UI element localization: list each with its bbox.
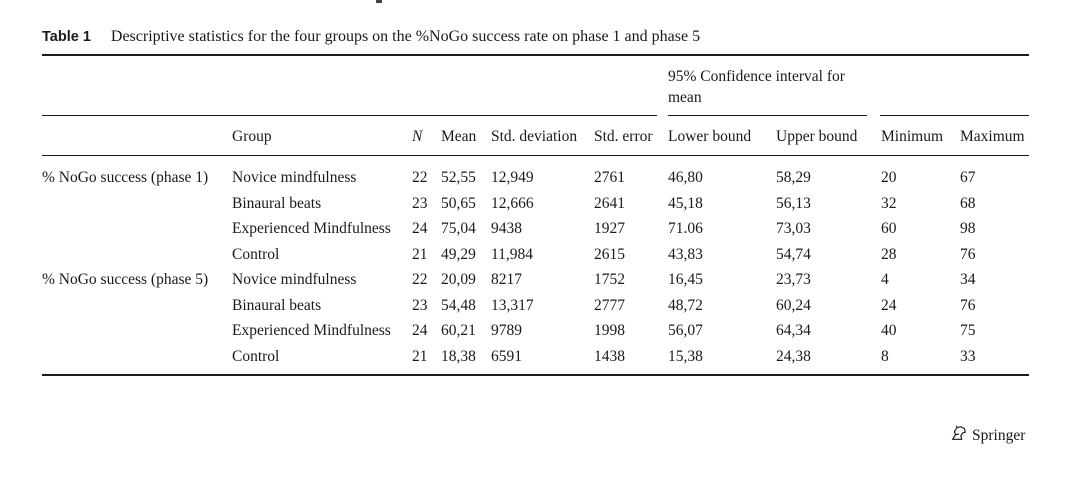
table-cell-n: 23 (412, 296, 428, 314)
page-fragment-mark (376, 0, 382, 3)
table-cell-lower: 46,80 (668, 169, 703, 186)
col-header-mean: Mean (441, 128, 477, 145)
header-rule-left (42, 115, 657, 116)
publisher-mark (950, 424, 1025, 447)
table-cell-upper: 23,73 (776, 271, 811, 288)
row-section-label: % NoGo success (phase 5) (42, 271, 209, 288)
table-cell-upper: 56,13 (776, 194, 811, 212)
table-cell-max: 76 (960, 296, 976, 314)
table-cell-n: 22 (412, 271, 428, 288)
table-cell-mean: 54,48 (441, 296, 476, 314)
col-header-std-error: Std. error (594, 128, 653, 145)
col-header-std-deviation: Std. deviation (491, 128, 578, 145)
table-cell-se: 2641 (594, 194, 625, 212)
table-cell-se: 2761 (594, 169, 625, 186)
table-cell-upper: 73,03 (776, 220, 811, 237)
table-cell-mean: 20,09 (441, 271, 476, 288)
table-cell-n: 21 (412, 347, 428, 365)
table-cell-mean: 50,65 (441, 194, 476, 212)
table-cell-min: 20 (881, 169, 897, 186)
table-cell-min: 4 (881, 271, 889, 288)
table-cell-group: Binaural beats (232, 194, 322, 212)
table-cell-max: 76 (960, 245, 976, 263)
confidence-interval-header: 95% Confidence interval for mean (668, 68, 845, 106)
header-bottom-rule (42, 155, 1029, 156)
table-cell-max: 98 (960, 220, 976, 237)
table-cell-sd: 12,666 (491, 194, 534, 212)
table-cell-sd: 13,317 (491, 296, 534, 314)
table-cell-min: 32 (881, 194, 897, 212)
col-header-maximum: Maximum (960, 128, 1025, 145)
table-cell-sd: 8217 (491, 271, 522, 288)
table-cell-lower: 45,18 (668, 194, 703, 212)
table-cell-upper: 64,34 (776, 322, 811, 339)
table-cell-group: Binaural beats (232, 296, 322, 314)
table-cell-sd: 9438 (491, 220, 522, 237)
table-cell-sd: 12,949 (491, 169, 534, 186)
table-cell-se: 1752 (594, 271, 625, 288)
table-cell-max: 75 (960, 322, 976, 339)
table-cell-se: 1927 (594, 220, 625, 237)
col-header-group: Group (232, 128, 272, 145)
table-cell-min: 60 (881, 220, 897, 237)
table-cell-se: 2615 (594, 245, 625, 263)
table-cell-upper: 58,29 (776, 169, 811, 186)
table-cell-n: 24 (412, 322, 428, 339)
table-cell-min: 8 (881, 347, 889, 365)
table-cell-max: 67 (960, 169, 976, 186)
table-cell-lower: 15,38 (668, 347, 703, 365)
table-cell-upper: 60,24 (776, 296, 811, 314)
table-cell-upper: 24,38 (776, 347, 811, 365)
table-cell-mean: 18,38 (441, 347, 476, 365)
table-cell-mean: 60,21 (441, 322, 476, 339)
table-cell-group: Control (232, 245, 280, 263)
springer-horse-logo-icon (950, 424, 968, 447)
table-cell-max: 34 (960, 271, 976, 288)
table-cell-sd: 11,984 (491, 245, 534, 263)
table-cell-n: 24 (412, 220, 428, 237)
table-cell-max: 33 (960, 347, 976, 365)
table-cell-se: 1998 (594, 322, 625, 339)
header-rule-ci (668, 115, 867, 116)
table-cell-group: Novice mindfulness (232, 271, 357, 288)
col-header-upper-bound: Upper bound (776, 128, 858, 145)
table-cell-group: Novice mindfulness (232, 169, 357, 186)
table-cell-sd: 9789 (491, 322, 522, 339)
table-cell-min: 40 (881, 322, 897, 339)
table-top-rule (42, 54, 1029, 56)
table-cell-group: Experienced Mindfulness (232, 322, 391, 339)
table-cell-se: 2777 (594, 296, 625, 314)
row-section-label: % NoGo success (phase 1) (42, 169, 209, 186)
header-rule-right (880, 115, 1029, 116)
col-header-minimum: Minimum (881, 128, 944, 145)
table-cell-group: Control (232, 347, 280, 365)
table-cell-group: Experienced Mindfulness (232, 220, 391, 237)
table-cell-max: 68 (960, 194, 976, 212)
table-cell-sd: 6591 (491, 347, 522, 365)
table-cell-n: 23 (412, 194, 428, 212)
table-cell-lower: 43,83 (668, 245, 703, 263)
table-cell-lower: 16,45 (668, 271, 703, 288)
table-cell-min: 24 (881, 296, 897, 314)
table-cell-n: 22 (412, 169, 428, 186)
table-cell-se: 1438 (594, 347, 625, 365)
table-caption (42, 28, 700, 46)
table-cell-n: 21 (412, 245, 428, 263)
table-cell-lower: 71.06 (668, 220, 703, 237)
table-cell-upper: 54,74 (776, 245, 811, 263)
table-cell-lower: 56,07 (668, 322, 703, 339)
table-bottom-rule (42, 374, 1029, 376)
table-cell-min: 28 (881, 245, 897, 263)
table-cell-mean: 75,04 (441, 220, 476, 237)
publisher-name: Springer (972, 426, 1026, 444)
table-cell-mean: 49,29 (441, 245, 476, 263)
table-cell-lower: 48,72 (668, 296, 703, 314)
table-caption-text: Descriptive statistics for the four groups on the %NoGo success rate on phase 1 and phase 5 (110, 28, 701, 45)
table-cell-mean: 52,55 (441, 169, 476, 186)
table-label: Table 1 (42, 29, 91, 45)
col-header-lower-bound: Lower bound (668, 128, 752, 145)
col-header-n: N (412, 128, 423, 145)
